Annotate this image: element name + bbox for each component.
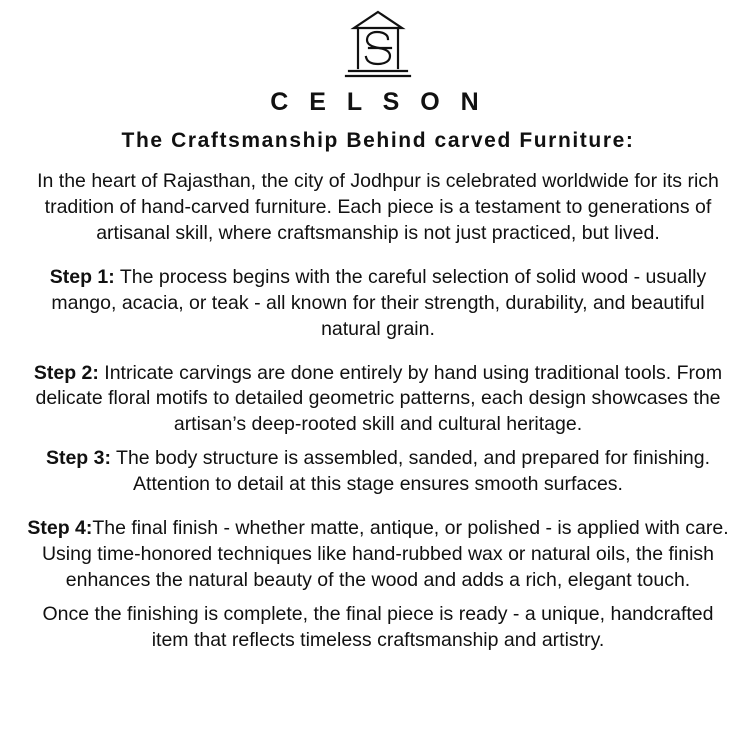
step-1-label: Step 1: — [49, 265, 115, 288]
step-3-paragraph — [22, 446, 734, 498]
celson-house-monogram-logo-icon — [335, 8, 421, 88]
step-2-label: Step 2: — [33, 361, 99, 384]
step-3-label: Step 3: — [45, 447, 111, 470]
step-3-text: The body structure is assembled, sanded, and prepared for finishing. Attention to detail at this stage ensures smooth surfaces. — [110, 447, 711, 496]
page-title: The Craftsmanship Behind carved Furniture: — [121, 129, 635, 152]
step-2-paragraph — [22, 361, 734, 439]
step-2-text: Intricate carvings are done entirely by hand using traditional tools. From delicate floral motifs to detailed geometric patterns, each design showcases the artisan’s deep-rooted skill and cultural heritage. — [35, 361, 723, 436]
step-1-paragraph — [22, 265, 734, 343]
step-4-text: The final finish - whether matte, antique, or polished - is applied with care. Using time-honored techniques like hand-rubbed wax or natural oils, the finish enhances the natural beauty of the wood and adds a rich, elegant touch. — [41, 517, 729, 591]
brand-name: C E L S O N — [270, 88, 486, 116]
step-4-paragraph — [22, 516, 734, 594]
step-1-text: The process begins with the careful selection of solid wood - usually mango, acacia, or teak - all known for their strength, durability, and beautiful natural grain. — [51, 265, 707, 340]
step-4-label: Step 4: — [27, 517, 93, 540]
closing-paragraph: Once the finishing is complete, the final piece is ready - a unique, handcrafted item that reflects timeless craftsmanship and artistry. — [42, 602, 714, 651]
intro-paragraph: In the heart of Rajasthan, the city of Jodhpur is celebrated worldwide for its rich tradition of hand-carved furniture. Each piece is a testament to generations of artisanal skill, where craftsmanship is not just practiced, but lived. — [37, 170, 719, 244]
